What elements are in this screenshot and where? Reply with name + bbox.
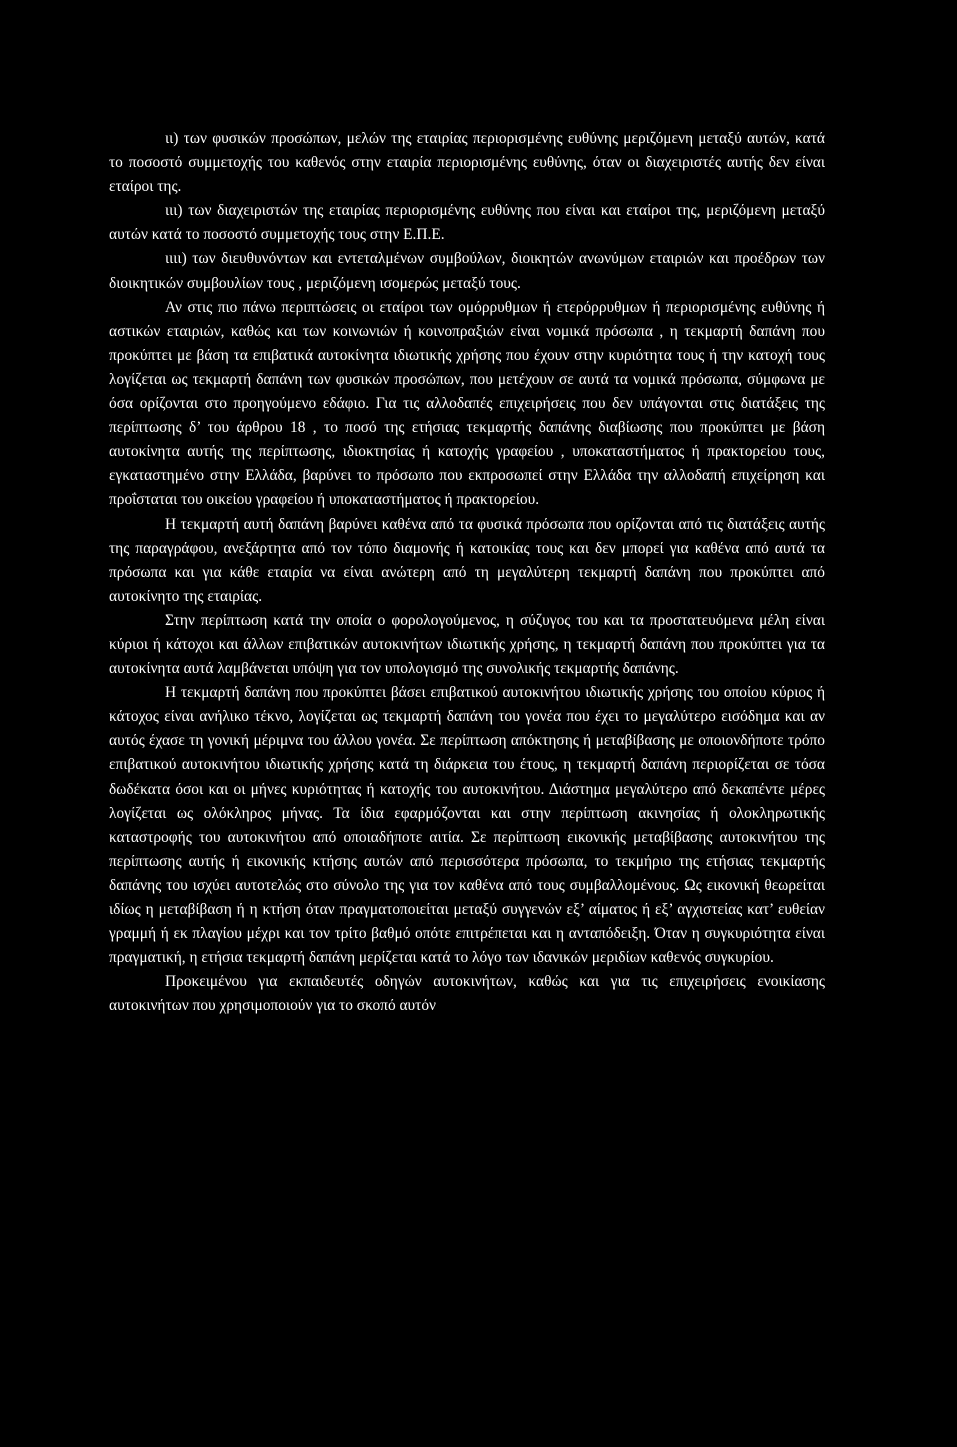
paragraph-expense-burden: Η τεκμαρτή αυτή δαπάνη βαρύνει καθένα από τα φυσικά πρόσωπα που ορίζονται από τις διατάξεις αυτής της παραγράφου, ανεξάρτητα από τον τόπο διαμονής ή κατοικίας τους και δεν μπορεί για καθένα από αυτά τα πρόσωπα και για κάθε εταιρία να είναι ανώτερη από τη μεγαλύτερη τεκμαρτή δαπάνη που προκύπτει από αυτοκίνητο της εταιρίας. [109, 515, 825, 605]
paragraph-legal-entities: Αν στις πιο πάνω περιπτώσεις οι εταίροι των ομόρρυθμων ή ετερόρρυθμων ή περιορισμένης ευθύνης ή αστικών εταιριών, καθώς και των κοινωνιών ή κοινοπραξιών είναι νομικά πρόσωπα , η τεκμαρτή δαπάνη που προκύπτει με βάση τα επιβατικά αυτοκίνητα ιδιωτικής χρήσης που έχουν στην κυριότητα τους ή την κατοχή τους λογίζεται ως τεκμαρτή δαπάνη των φυσικών προσώπων, που μετέχουν σε αυτά τα νομικά πρόσωπα, σύμφωνα με όσα ορίζονται στο προηγούμενο εδάφιο. Για τις αλλοδαπές επιχειρήσεις που δεν υπάγονται στις διατάξεις της περίπτωσης δ’ του άρθρου 18 , το ποσό της ετήσιας τεκμαρτής δαπάνης διαβίωσης που προκύπτει με βάση αυτοκίνητα αυτής της περίπτωσης, ιδιοκτησίας ή κατοχής γραφείου , υποκαταστήματος ή πρακτορείου τους, εγκαταστημένο στην Ελλάδα, βαρύνει το πρόσωπο που εκπροσωπεί στην Ελλάδα την αλλοδαπή επιχείρηση και προΐσταται του οικείου γραφείου ή υποκαταστήματος ή πρακτορείου. [109, 298, 825, 509]
document-body [109, 127, 825, 1018]
paragraph-iiii-directors: ιιιι) των διευθυνόντων και εντεταλμένων συμβούλων, διοικητών ανωνύμων εταιριών και προέδρων των διοικητικών συμβουλίων τους , μεριζόμενη ισομερώς μεταξύ τους. [109, 250, 825, 292]
paragraph-minor-child-vehicle: Η τεκμαρτή δαπάνη που προκύπτει βάσει επιβατικού αυτοκινήτου ιδιωτικής χρήσης του οποίου κύριος ή κάτοχος είναι ανήλικο τέκνο, λογίζεται ως τεκμαρτή δαπάνη του γονέα που έχει το μεγαλύτερο εισόδημα και αν αυτός έχασε τη γονική μέριμνα του άλλου γονέα. Σε περίπτωση απόκτησης ή μεταβίβασης με οποιονδήποτε τρόπο επιβατικού αυτοκινήτου ιδιωτικής χρήσης κατά τη διάρκεια του έτους, η τεκμαρτή δαπάνη περιορίζεται σε τόσα δωδέκατα όσοι και οι μήνες κυριότητας ή κατοχής του αυτοκινήτου. Διάστημα μεγαλύτερο από δεκαπέντε μέρες λογίζεται ως ολόκληρος μήνας. Τα ίδια εφαρμόζονται και στην περίπτωση ακινησίας ή ολοκληρωτικής καταστροφής του αυτοκινήτου από οποιαδήποτε αιτία. Σε περίπτωση εικονικής μεταβίβασης αυτοκινήτου της περίπτωσης αυτής ή εικονικής κτήσης αυτών από περισσότερα πρόσωπα, το τεκμήριο της ετήσιας τεκμαρτής δαπάνης του ισχύει αυτοτελώς στο σύνολο της για τον καθένα από τους συμβαλλομένους. Ως εικονική θεωρείται ιδίως η μεταβίβαση ή η κτήση όταν πραγματοποιείται μεταξύ συγγενών εξ’ αίματος ή εξ’ αγχιστείας κατ’ ευθείαν γραμμή ή εκ πλαγίου μέχρι και τον τρίτο βαθμό οπότε επιτρέπεται και η ανταπόδειξη. Όταν η συγκυριότητα είναι πραγματική, η ετήσια τεκμαρτή δαπάνη μερίζεται κατά το λόγο των ιδανικών μεριδίων καθενός συγκυρίου. [109, 684, 825, 967]
paragraph-iii-managers: ιιι) των διαχειριστών της εταιρίας περιορισμένης ευθύνης που είναι και εταίροι της, μεριζόμενη μεταξύ αυτών κατά το ποσοστό συμμετοχής τους στην Ε.Π.Ε. [109, 202, 825, 244]
paragraph-other-vehicles: Στην περίπτωση κατά την οποία ο φορολογούμενος, η σύζυγος του και τα προστατευόμενα μέλη είναι κύριοι ή κάτοχοι και άλλων επιβατικών αυτοκινήτων ιδιωτικής χρήσης, η τεκμαρτή δαπάνη που προκύπτει για τα αυτοκίνητα αυτά λαμβάνεται υπόψη για τον υπολογισμό της συνολικής τεκμαρτής δαπάνης. [109, 611, 825, 678]
paragraph-driving-instructors: Προκειμένου για εκπαιδευτές οδηγών αυτοκινήτων, καθώς και για τις επιχειρήσεις ενοικίασης αυτοκινήτων που χρησιμοποιούν για το σκοπό αυτόν [109, 973, 825, 1015]
paragraph-ii-natural-persons: ιι) των φυσικών προσώπων, μελών της εταιρίας περιορισμένης ευθύνης μεριζόμενη μεταξύ αυτών, κατά το ποσοστό συμμετοχής του καθενός στην εταιρία περιορισμένης ευθύνης, όταν οι διαχειριστές αυτής δεν είναι εταίροι της. [109, 130, 825, 196]
